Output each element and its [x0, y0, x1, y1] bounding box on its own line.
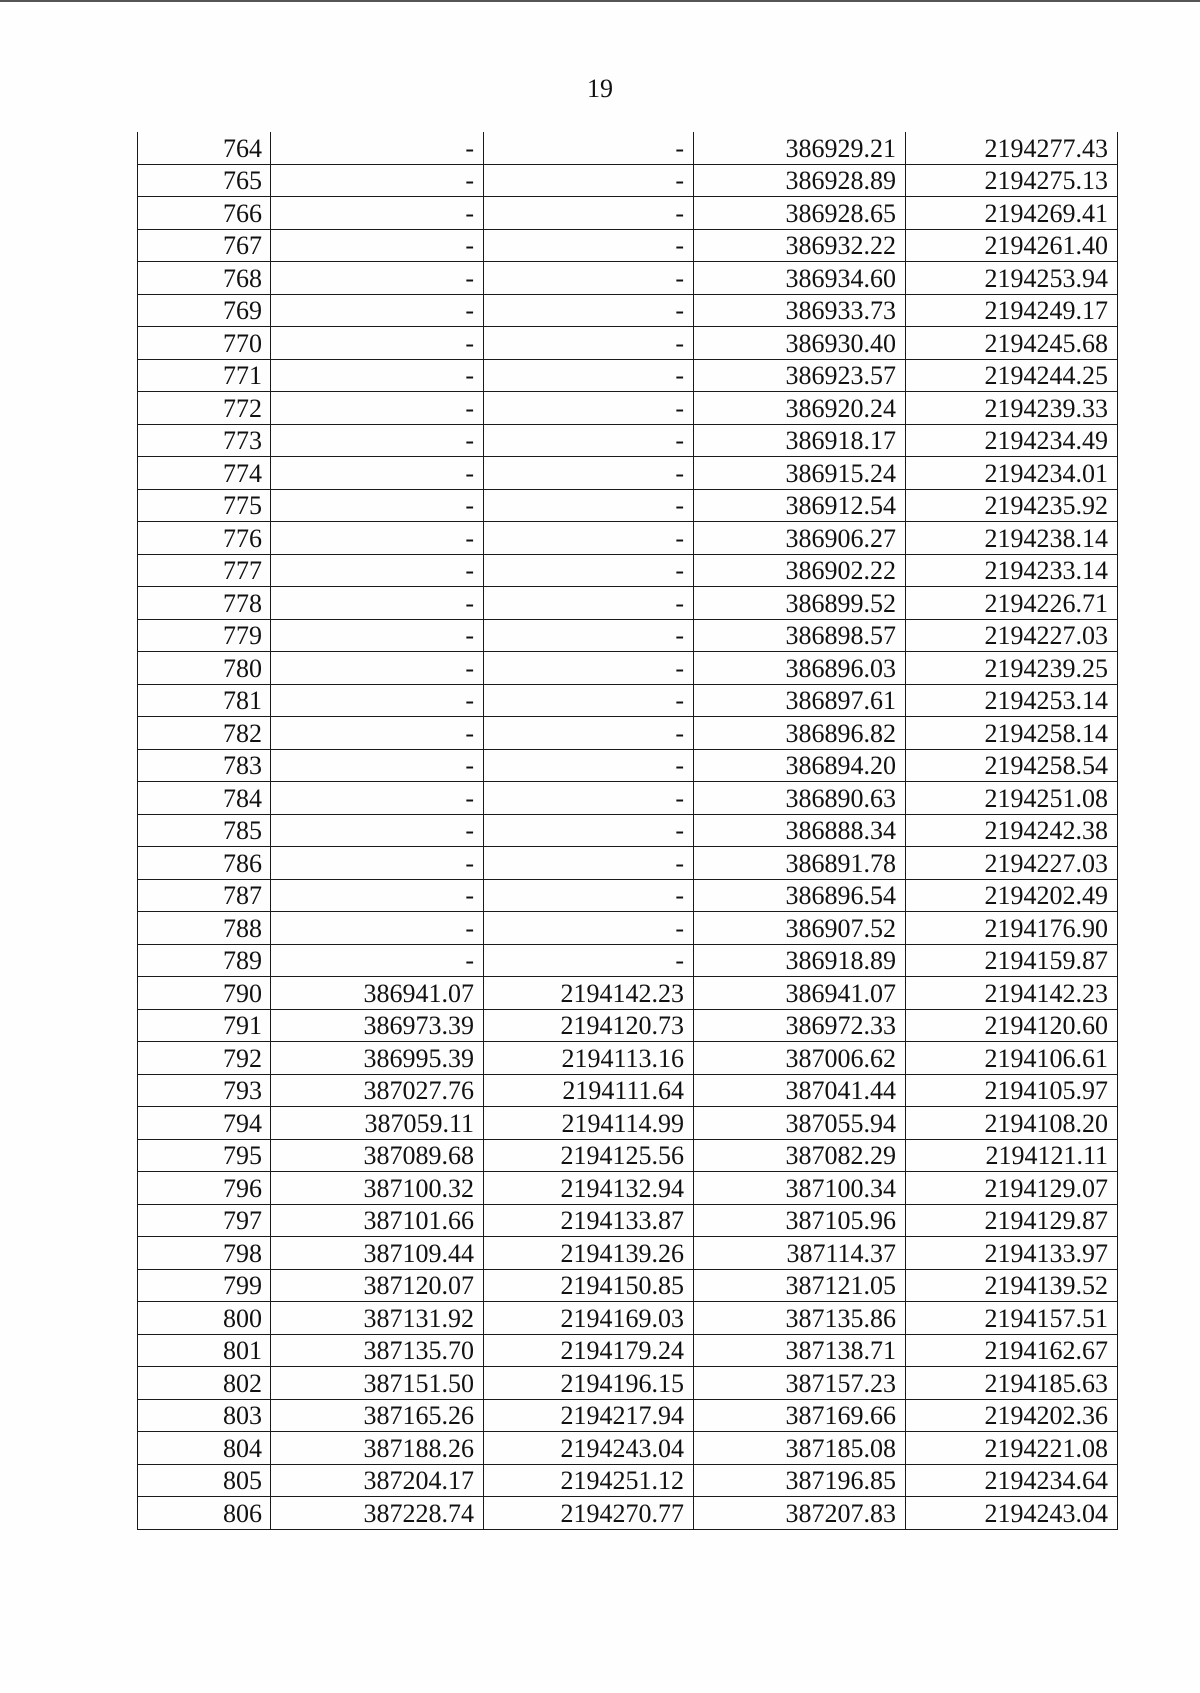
point-number-cell: 778 [138, 587, 271, 620]
coord-x2-cell: 386930.40 [694, 327, 906, 360]
table-row [138, 1432, 1118, 1465]
coord-x-cell: - [271, 229, 484, 262]
coord-y-cell: - [484, 294, 694, 327]
table-row [138, 1074, 1118, 1107]
coord-x-cell: - [271, 619, 484, 652]
coord-y2-cell: 2194244.25 [906, 359, 1118, 392]
coord-x-cell: - [271, 814, 484, 847]
coord-y-cell: - [484, 912, 694, 945]
point-number-cell: 800 [138, 1302, 271, 1335]
table-row [138, 327, 1118, 360]
coord-y-cell: 2194133.87 [484, 1204, 694, 1237]
point-number-cell: 789 [138, 944, 271, 977]
coord-y-cell: - [484, 489, 694, 522]
coord-y-cell: 2194150.85 [484, 1269, 694, 1302]
coord-x-cell: - [271, 879, 484, 912]
coord-x2-cell: 387006.62 [694, 1042, 906, 1075]
point-number-cell: 773 [138, 424, 271, 457]
coord-y-cell: - [484, 457, 694, 490]
coord-x2-cell: 387100.34 [694, 1172, 906, 1205]
coord-y-cell: 2194270.77 [484, 1497, 694, 1530]
coord-y2-cell: 2194202.36 [906, 1399, 1118, 1432]
point-number-cell: 776 [138, 522, 271, 555]
coord-x2-cell: 386907.52 [694, 912, 906, 945]
coord-x2-cell: 387121.05 [694, 1269, 906, 1302]
table-row [138, 1302, 1118, 1335]
table-row [138, 1237, 1118, 1270]
coord-y-cell: 2194132.94 [484, 1172, 694, 1205]
coord-x-cell: - [271, 944, 484, 977]
coord-y-cell: - [484, 229, 694, 262]
point-number-cell: 779 [138, 619, 271, 652]
table-row [138, 944, 1118, 977]
coord-y-cell: - [484, 619, 694, 652]
table-row [138, 1269, 1118, 1302]
table-row [138, 782, 1118, 815]
coord-x-cell: 386995.39 [271, 1042, 484, 1075]
coord-y2-cell: 2194227.03 [906, 619, 1118, 652]
coord-x2-cell: 386898.57 [694, 619, 906, 652]
table-row [138, 424, 1118, 457]
coord-y-cell: 2194243.04 [484, 1432, 694, 1465]
coord-x2-cell: 387169.66 [694, 1399, 906, 1432]
coord-x-cell: - [271, 262, 484, 295]
coord-y-cell: 2194120.73 [484, 1009, 694, 1042]
point-number-cell: 764 [138, 132, 271, 164]
coord-y2-cell: 2194142.23 [906, 977, 1118, 1010]
coord-x2-cell: 386897.61 [694, 684, 906, 717]
coord-y-cell: - [484, 262, 694, 295]
coord-x-cell: 386941.07 [271, 977, 484, 1010]
coord-y-cell: - [484, 782, 694, 815]
coord-x2-cell: 386896.03 [694, 652, 906, 685]
coord-y2-cell: 2194269.41 [906, 197, 1118, 230]
table-row [138, 1009, 1118, 1042]
coord-x-cell: - [271, 197, 484, 230]
scan-top-edge [0, 0, 1200, 2]
coord-x2-cell: 386896.82 [694, 717, 906, 750]
coord-x2-cell: 387196.85 [694, 1464, 906, 1497]
coord-x2-cell: 387082.29 [694, 1139, 906, 1172]
coord-y-cell: - [484, 652, 694, 685]
table-row [138, 359, 1118, 392]
point-number-cell: 775 [138, 489, 271, 522]
coord-x-cell: - [271, 782, 484, 815]
coord-x2-cell: 387114.37 [694, 1237, 906, 1270]
coord-y-cell: 2194217.94 [484, 1399, 694, 1432]
coord-x-cell: - [271, 717, 484, 750]
coord-y-cell: - [484, 879, 694, 912]
point-number-cell: 777 [138, 554, 271, 587]
coord-y-cell: 2194179.24 [484, 1334, 694, 1367]
coord-x2-cell: 387157.23 [694, 1367, 906, 1400]
coord-x2-cell: 386888.34 [694, 814, 906, 847]
table-row [138, 262, 1118, 295]
coord-x2-cell: 386923.57 [694, 359, 906, 392]
coord-y2-cell: 2194234.49 [906, 424, 1118, 457]
coord-y2-cell: 2194253.14 [906, 684, 1118, 717]
table-row [138, 847, 1118, 880]
table-row [138, 1139, 1118, 1172]
table-row [138, 619, 1118, 652]
coord-x-cell: 387027.76 [271, 1074, 484, 1107]
point-number-cell: 794 [138, 1107, 271, 1140]
coord-x2-cell: 387041.44 [694, 1074, 906, 1107]
table-row [138, 684, 1118, 717]
coord-y2-cell: 2194253.94 [906, 262, 1118, 295]
coord-x-cell: - [271, 684, 484, 717]
coord-x-cell: 387188.26 [271, 1432, 484, 1465]
coord-x2-cell: 386912.54 [694, 489, 906, 522]
table-row [138, 912, 1118, 945]
coord-x2-cell: 386933.73 [694, 294, 906, 327]
table-row [138, 814, 1118, 847]
table-row [138, 132, 1118, 164]
coord-y2-cell: 2194275.13 [906, 164, 1118, 197]
point-number-cell: 782 [138, 717, 271, 750]
point-number-cell: 801 [138, 1334, 271, 1367]
point-number-cell: 783 [138, 749, 271, 782]
point-number-cell: 785 [138, 814, 271, 847]
coord-x-cell: 387204.17 [271, 1464, 484, 1497]
point-number-cell: 787 [138, 879, 271, 912]
table-row [138, 1367, 1118, 1400]
point-number-cell: 798 [138, 1237, 271, 1270]
coord-y-cell: - [484, 717, 694, 750]
point-number-cell: 780 [138, 652, 271, 685]
coord-x-cell: 387089.68 [271, 1139, 484, 1172]
coord-y2-cell: 2194239.25 [906, 652, 1118, 685]
coord-x-cell: 387109.44 [271, 1237, 484, 1270]
coord-y2-cell: 2194185.63 [906, 1367, 1118, 1400]
table-row [138, 392, 1118, 425]
table-row [138, 164, 1118, 197]
point-number-cell: 772 [138, 392, 271, 425]
point-number-cell: 797 [138, 1204, 271, 1237]
table-row [138, 717, 1118, 750]
coord-x2-cell: 387138.71 [694, 1334, 906, 1367]
coord-y2-cell: 2194242.38 [906, 814, 1118, 847]
coord-x2-cell: 386902.22 [694, 554, 906, 587]
coord-y2-cell: 2194120.60 [906, 1009, 1118, 1042]
coord-y2-cell: 2194159.87 [906, 944, 1118, 977]
point-number-cell: 803 [138, 1399, 271, 1432]
table-row [138, 1334, 1118, 1367]
coord-x2-cell: 386928.65 [694, 197, 906, 230]
point-number-cell: 793 [138, 1074, 271, 1107]
coord-y-cell: - [484, 587, 694, 620]
coord-y2-cell: 2194243.04 [906, 1497, 1118, 1530]
table-row [138, 587, 1118, 620]
coord-x-cell: - [271, 847, 484, 880]
coord-y2-cell: 2194227.03 [906, 847, 1118, 880]
coord-y2-cell: 2194105.97 [906, 1074, 1118, 1107]
coord-y2-cell: 2194238.14 [906, 522, 1118, 555]
coord-y-cell: 2194139.26 [484, 1237, 694, 1270]
table-row [138, 1107, 1118, 1140]
coord-y2-cell: 2194176.90 [906, 912, 1118, 945]
coord-y-cell: 2194114.99 [484, 1107, 694, 1140]
table-row [138, 1399, 1118, 1432]
point-number-cell: 768 [138, 262, 271, 295]
coord-y-cell: - [484, 359, 694, 392]
page-number: 19 [587, 74, 613, 103]
coord-y-cell: - [484, 554, 694, 587]
coordinates-table [137, 132, 1118, 1530]
coord-y-cell: 2194169.03 [484, 1302, 694, 1335]
coord-x-cell: - [271, 327, 484, 360]
coord-y-cell: - [484, 684, 694, 717]
table-row [138, 879, 1118, 912]
point-number-cell: 765 [138, 164, 271, 197]
table-row [138, 294, 1118, 327]
table-row [138, 457, 1118, 490]
table-row [138, 1464, 1118, 1497]
coord-x-cell: - [271, 359, 484, 392]
point-number-cell: 767 [138, 229, 271, 262]
coord-x-cell: - [271, 424, 484, 457]
coord-y2-cell: 2194251.08 [906, 782, 1118, 815]
coord-y-cell: - [484, 197, 694, 230]
table-row [138, 749, 1118, 782]
coord-x-cell: 387151.50 [271, 1367, 484, 1400]
coord-x-cell: - [271, 489, 484, 522]
table-row [138, 1042, 1118, 1075]
coord-y2-cell: 2194157.51 [906, 1302, 1118, 1335]
coord-x2-cell: 386932.22 [694, 229, 906, 262]
coord-y-cell: 2194251.12 [484, 1464, 694, 1497]
table-row [138, 229, 1118, 262]
coord-x-cell: 387131.92 [271, 1302, 484, 1335]
point-number-cell: 790 [138, 977, 271, 1010]
coord-x-cell: 386973.39 [271, 1009, 484, 1042]
coord-x-cell: 387135.70 [271, 1334, 484, 1367]
coord-y2-cell: 2194261.40 [906, 229, 1118, 262]
coord-y2-cell: 2194245.68 [906, 327, 1118, 360]
table-row [138, 554, 1118, 587]
point-number-cell: 796 [138, 1172, 271, 1205]
coord-y2-cell: 2194234.64 [906, 1464, 1118, 1497]
point-number-cell: 770 [138, 327, 271, 360]
coord-x-cell: 387120.07 [271, 1269, 484, 1302]
coord-y2-cell: 2194202.49 [906, 879, 1118, 912]
coord-x2-cell: 386941.07 [694, 977, 906, 1010]
table-row [138, 522, 1118, 555]
coord-y2-cell: 2194234.01 [906, 457, 1118, 490]
coord-x2-cell: 387105.96 [694, 1204, 906, 1237]
coord-x2-cell: 386915.24 [694, 457, 906, 490]
coordinates-table-body [138, 132, 1118, 1529]
coord-x2-cell: 386928.89 [694, 164, 906, 197]
point-number-cell: 792 [138, 1042, 271, 1075]
coord-x2-cell: 386972.33 [694, 1009, 906, 1042]
point-number-cell: 771 [138, 359, 271, 392]
coord-y-cell: - [484, 392, 694, 425]
table-row [138, 652, 1118, 685]
coord-y2-cell: 2194226.71 [906, 587, 1118, 620]
table-row [138, 1497, 1118, 1530]
coord-y-cell: - [484, 522, 694, 555]
coord-x2-cell: 387207.83 [694, 1497, 906, 1530]
table-row [138, 489, 1118, 522]
coord-y-cell: 2194111.64 [484, 1074, 694, 1107]
coord-x-cell: - [271, 132, 484, 164]
coord-y2-cell: 2194129.87 [906, 1204, 1118, 1237]
coord-y2-cell: 2194249.17 [906, 294, 1118, 327]
table-row [138, 1172, 1118, 1205]
coord-y-cell: 2194125.56 [484, 1139, 694, 1172]
coord-x-cell: - [271, 554, 484, 587]
coord-x2-cell: 386918.89 [694, 944, 906, 977]
coord-y2-cell: 2194129.07 [906, 1172, 1118, 1205]
coord-x2-cell: 386891.78 [694, 847, 906, 880]
coord-y-cell: - [484, 749, 694, 782]
coord-y-cell: 2194196.15 [484, 1367, 694, 1400]
point-number-cell: 804 [138, 1432, 271, 1465]
point-number-cell: 805 [138, 1464, 271, 1497]
point-number-cell: 791 [138, 1009, 271, 1042]
point-number-cell: 781 [138, 684, 271, 717]
table-row [138, 1204, 1118, 1237]
coord-x-cell: - [271, 522, 484, 555]
coord-y2-cell: 2194108.20 [906, 1107, 1118, 1140]
coord-x-cell: 387228.74 [271, 1497, 484, 1530]
coord-x-cell: 387100.32 [271, 1172, 484, 1205]
coord-y2-cell: 2194221.08 [906, 1432, 1118, 1465]
coord-x2-cell: 386896.54 [694, 879, 906, 912]
point-number-cell: 806 [138, 1497, 271, 1530]
coord-x2-cell: 386918.17 [694, 424, 906, 457]
coord-x-cell: - [271, 457, 484, 490]
coord-x-cell: - [271, 652, 484, 685]
coord-x2-cell: 386920.24 [694, 392, 906, 425]
table-row [138, 977, 1118, 1010]
coord-y2-cell: 2194258.54 [906, 749, 1118, 782]
coord-y2-cell: 2194233.14 [906, 554, 1118, 587]
coord-x-cell: - [271, 294, 484, 327]
table-row [138, 197, 1118, 230]
coord-x2-cell: 386894.20 [694, 749, 906, 782]
coord-x-cell: 387101.66 [271, 1204, 484, 1237]
coord-x2-cell: 386934.60 [694, 262, 906, 295]
coord-y-cell: - [484, 327, 694, 360]
point-number-cell: 784 [138, 782, 271, 815]
coord-x-cell: - [271, 587, 484, 620]
coord-y2-cell: 2194239.33 [906, 392, 1118, 425]
coord-x2-cell: 387135.86 [694, 1302, 906, 1335]
coord-y2-cell: 2194162.67 [906, 1334, 1118, 1367]
coord-y-cell: 2194142.23 [484, 977, 694, 1010]
coord-y-cell: - [484, 424, 694, 457]
coord-y-cell: 2194113.16 [484, 1042, 694, 1075]
coord-x2-cell: 386890.63 [694, 782, 906, 815]
coord-x2-cell: 386929.21 [694, 132, 906, 164]
coord-y-cell: - [484, 944, 694, 977]
point-number-cell: 799 [138, 1269, 271, 1302]
coord-x-cell: - [271, 912, 484, 945]
coord-y-cell: - [484, 132, 694, 164]
coord-x2-cell: 386899.52 [694, 587, 906, 620]
coord-x2-cell: 387185.08 [694, 1432, 906, 1465]
coord-x-cell: - [271, 749, 484, 782]
point-number-cell: 774 [138, 457, 271, 490]
coord-x2-cell: 386906.27 [694, 522, 906, 555]
point-number-cell: 766 [138, 197, 271, 230]
coord-y2-cell: 2194106.61 [906, 1042, 1118, 1075]
coord-y2-cell: 2194133.97 [906, 1237, 1118, 1270]
coord-y2-cell: 2194139.52 [906, 1269, 1118, 1302]
point-number-cell: 788 [138, 912, 271, 945]
coord-y-cell: - [484, 164, 694, 197]
coord-y-cell: - [484, 814, 694, 847]
coord-y2-cell: 2194277.43 [906, 132, 1118, 164]
coord-y2-cell: 2194235.92 [906, 489, 1118, 522]
coord-y2-cell: 2194258.14 [906, 717, 1118, 750]
coord-y2-cell: 2194121.11 [906, 1139, 1118, 1172]
point-number-cell: 769 [138, 294, 271, 327]
point-number-cell: 795 [138, 1139, 271, 1172]
coord-x-cell: - [271, 392, 484, 425]
coord-x-cell: 387059.11 [271, 1107, 484, 1140]
coord-x2-cell: 387055.94 [694, 1107, 906, 1140]
coord-y-cell: - [484, 847, 694, 880]
point-number-cell: 786 [138, 847, 271, 880]
point-number-cell: 802 [138, 1367, 271, 1400]
coord-x-cell: - [271, 164, 484, 197]
coord-x-cell: 387165.26 [271, 1399, 484, 1432]
